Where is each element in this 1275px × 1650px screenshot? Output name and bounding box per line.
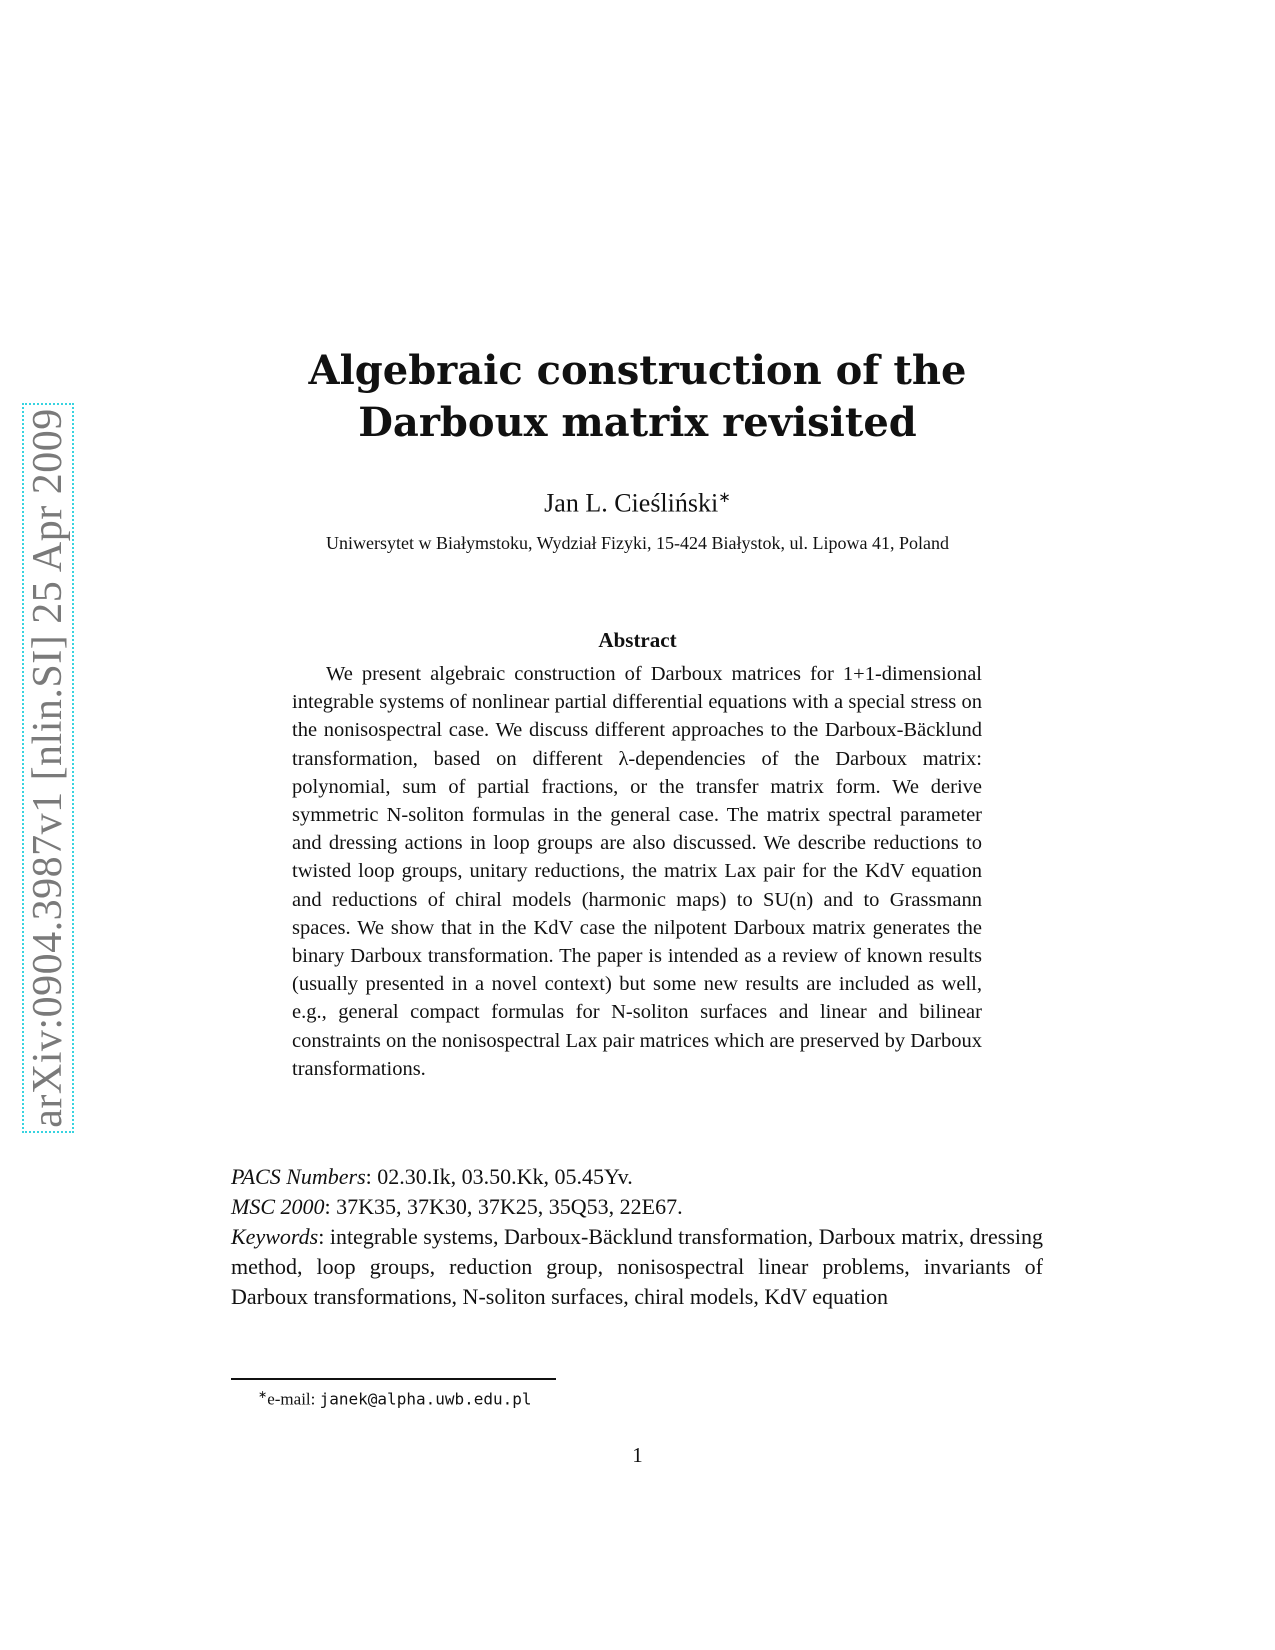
- pacs-value: : 02.30.Ik, 03.50.Kk, 05.45Yv.: [365, 1164, 633, 1189]
- pacs-numbers: [231, 1162, 1043, 1192]
- msc-codes: [231, 1192, 1043, 1222]
- msc-value: : 37K35, 37K30, 37K25, 35Q53, 22E67.: [324, 1194, 683, 1219]
- abstract-heading: Abstract: [598, 628, 677, 652]
- abstract-body: We present algebraic construction of Darboux matrices for 1+1-dimensional integrable systems of nonlinear partial differential equations with a special stress on the nonisospectral case. We discuss different approaches to the Darboux-Bäcklund transformation, based on different λ-dependencies of the Darboux matrix: polynomial, sum of partial fractions, or the transfer matrix form. We derive symmetric N-soliton formulas in the general case. The matrix spectral parameter and dressing actions in loop groups are also discussed. We describe reductions to twisted loop groups, unitary reductions, the matrix Lax pair for the KdV equation and reductions of chiral models (harmonic maps) to SU(n) and to Grassmann spaces. We show that in the KdV case the nilpotent Darboux matrix generates the binary Darboux transformation. The paper is intended as a review of known results (usually presented in a novel context) but some new results are included as well, e.g., general compact formulas for N-soliton surfaces and linear and bilinear constraints on the nonisospectral Lax pair matrices which are preserved by Darboux transformations.: [292, 663, 982, 1080]
- arxiv-identifier: arXiv:0904.3987v1 [nlin.SI] 25 Apr 2009: [25, 408, 71, 1128]
- page-number: 1: [632, 1443, 643, 1467]
- author-name: Jan L. Cieśliński: [544, 488, 719, 518]
- author-footnote-mark: ∗: [718, 490, 731, 506]
- author: [0, 488, 1275, 519]
- keywords-label: Keywords: [231, 1224, 319, 1249]
- keywords: [231, 1222, 1043, 1312]
- title-line-1: Algebraic construction of the: [308, 347, 967, 394]
- footnote: [258, 1388, 532, 1410]
- paper-title: [0, 345, 1275, 449]
- footnote-mark: ∗: [258, 1389, 268, 1401]
- email-link[interactable]: janek@alpha.uwb.edu.pl: [319, 1389, 532, 1409]
- keywords-value: : integrable systems, Darboux-Bäcklund transformation, Darboux matrix, dressing method, loop groups, reduction group, nonisospectral linear problems, invariants of Darboux transformations, N-soliton surfaces, chiral models, KdV equation: [231, 1224, 1043, 1309]
- footnote-label: e-mail:: [267, 1389, 320, 1409]
- footnote-rule: [231, 1378, 556, 1380]
- title-line-2: Darboux matrix revisited: [358, 399, 917, 446]
- pacs-label: PACS Numbers: [231, 1164, 366, 1189]
- affiliation: Uniwersytet w Białymstoku, Wydział Fizyki, 15-424 Białystok, ul. Lipowa 41, Poland: [325, 533, 950, 553]
- msc-label: MSC 2000: [231, 1194, 325, 1219]
